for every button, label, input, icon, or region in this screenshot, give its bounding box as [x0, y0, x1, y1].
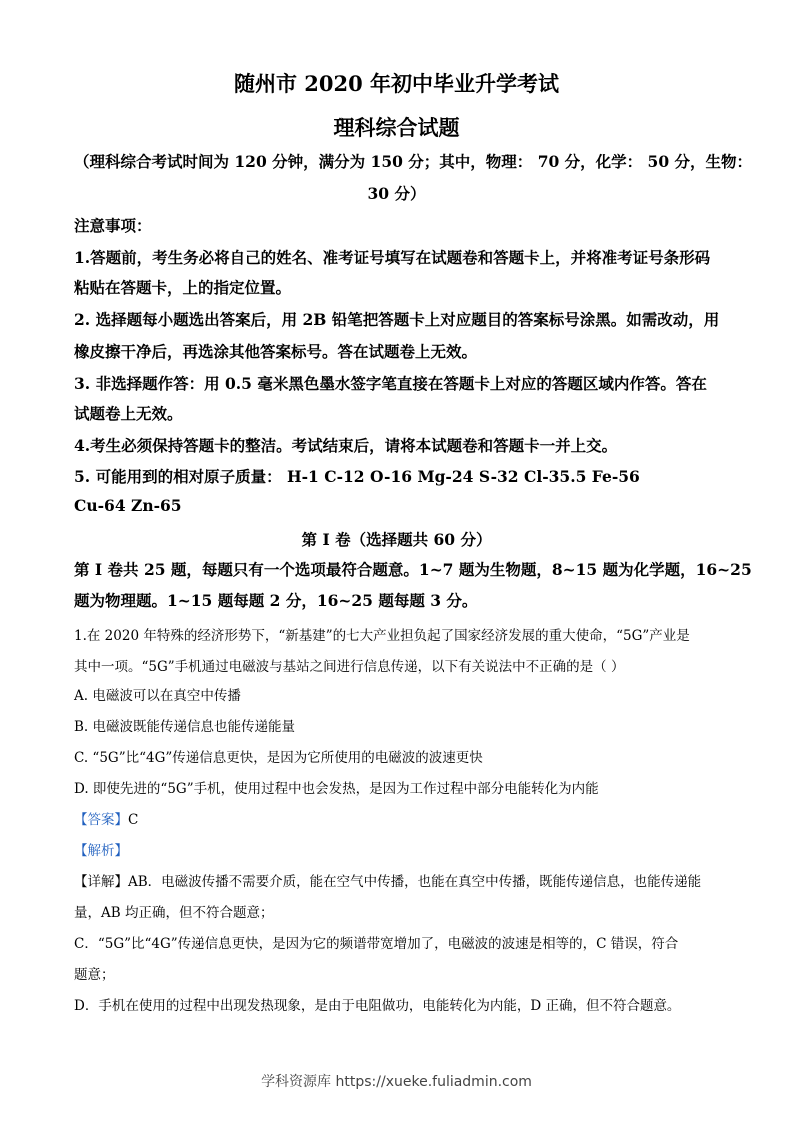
- detail-line: D．手机在使用的过程中出现发热现象，是由于电阻做功，电能转化为内能，D 正确，但不符合题意。: [74, 998, 681, 1014]
- detail-line: 【详解】AB．电磁波传播不需要介质，能在空气中传播，也能在真空中传播，既能传递信息，也能传递能: [74, 874, 702, 890]
- detail-line: C．“5G”比“4G”传递信息更快，是因为它的频谱带宽增加了，电磁波的波速是相等的，C 错误，符合: [74, 936, 679, 952]
- footer-watermark: 学科资源库 https://xueke.fuliadmin.com: [261, 1074, 532, 1090]
- notes-line: 橡皮擦干净后，再选涂其他答案标号。答在试题卷上无效。: [74, 342, 478, 361]
- notes-line: Cu-64 Zn-65: [74, 496, 182, 515]
- option-c: C. “5G”比“4G”传递信息更快，是因为它所使用的电磁波的波速更快: [74, 750, 483, 766]
- section-desc: 题为物理题。1~15 题每题 2 分，16~25 题每题 3 分。: [74, 591, 478, 610]
- option-d: D. 即使先进的“5G”手机，使用过程中也会发热，是因为工作过程中部分电能转化为内能: [74, 781, 599, 797]
- question-stem: 其中一项。“5G”手机通过电磁波与基站之间进行信息传递，以下有关说法中不正确的是（ ）: [74, 659, 625, 675]
- answer-label: 【答案】: [74, 812, 128, 828]
- notes-line: 2. 选择题每小题选出答案后，用 2B 铅笔把答题卡上对应题目的答案标号涂黑。如需改动，用: [74, 310, 720, 329]
- exam-info-line: 30 分）: [367, 184, 426, 203]
- notes-line: 粘贴在答题卡，上的指定位置。: [74, 278, 292, 297]
- question-stem: 1.在 2020 年特殊的经济形势下，“新基建”的七大产业担负起了国家经济发展的重大使命，“5G”产业是: [74, 628, 690, 644]
- detail-line: 题意；: [74, 967, 115, 983]
- exam-info-line: （理科综合考试时间为 120 分钟，满分为 150 分；其中，物理： 70 分，化学： 50 分，生物：: [74, 152, 753, 171]
- notes-heading: 注意事项：: [74, 216, 152, 235]
- exam-title: 随州市 2020 年初中毕业升学考试: [233, 71, 560, 96]
- notes-line: 4.考生必须保持答题卡的整洁。考试结束后，请将本试题卷和答题卡一并上交。: [74, 436, 618, 455]
- analysis-label: 【解析】: [74, 843, 128, 859]
- option-b: B. 电磁波既能传递信息也能传递能量: [74, 719, 296, 735]
- answer-row: [74, 808, 138, 828]
- notes-line: 1.答题前，考生务必将自己的姓名、准考证号填写在试题卷和答题卡上，并将准考证号条形码: [74, 248, 711, 267]
- notes-line: 3. 非选择题作答：用 0.5 毫米黑色墨水签字笔直接在答题卡上对应的答题区域内作答。答在: [74, 374, 707, 393]
- section-desc: 第 I 卷共 25 题，每题只有一个选项最符合题意。1~7 题为生物题，8~15 题为化学题，16~25: [74, 560, 752, 579]
- notes-line: 5. 可能用到的相对原子质量： H-1 C-12 O-16 Mg-24 S-32 Cl-35.5 Fe-56: [74, 467, 640, 486]
- exam-subtitle: 理科综合试题: [333, 115, 460, 140]
- detail-line: 量，AB 均正确，但不符合题意；: [74, 905, 274, 921]
- notes-line: 试题卷上无效。: [74, 404, 183, 423]
- answer-value: C: [128, 812, 139, 828]
- section-title: 第 I 卷（选择题共 60 分）: [301, 530, 492, 549]
- option-a: A. 电磁波可以在真空中传播: [74, 688, 241, 704]
